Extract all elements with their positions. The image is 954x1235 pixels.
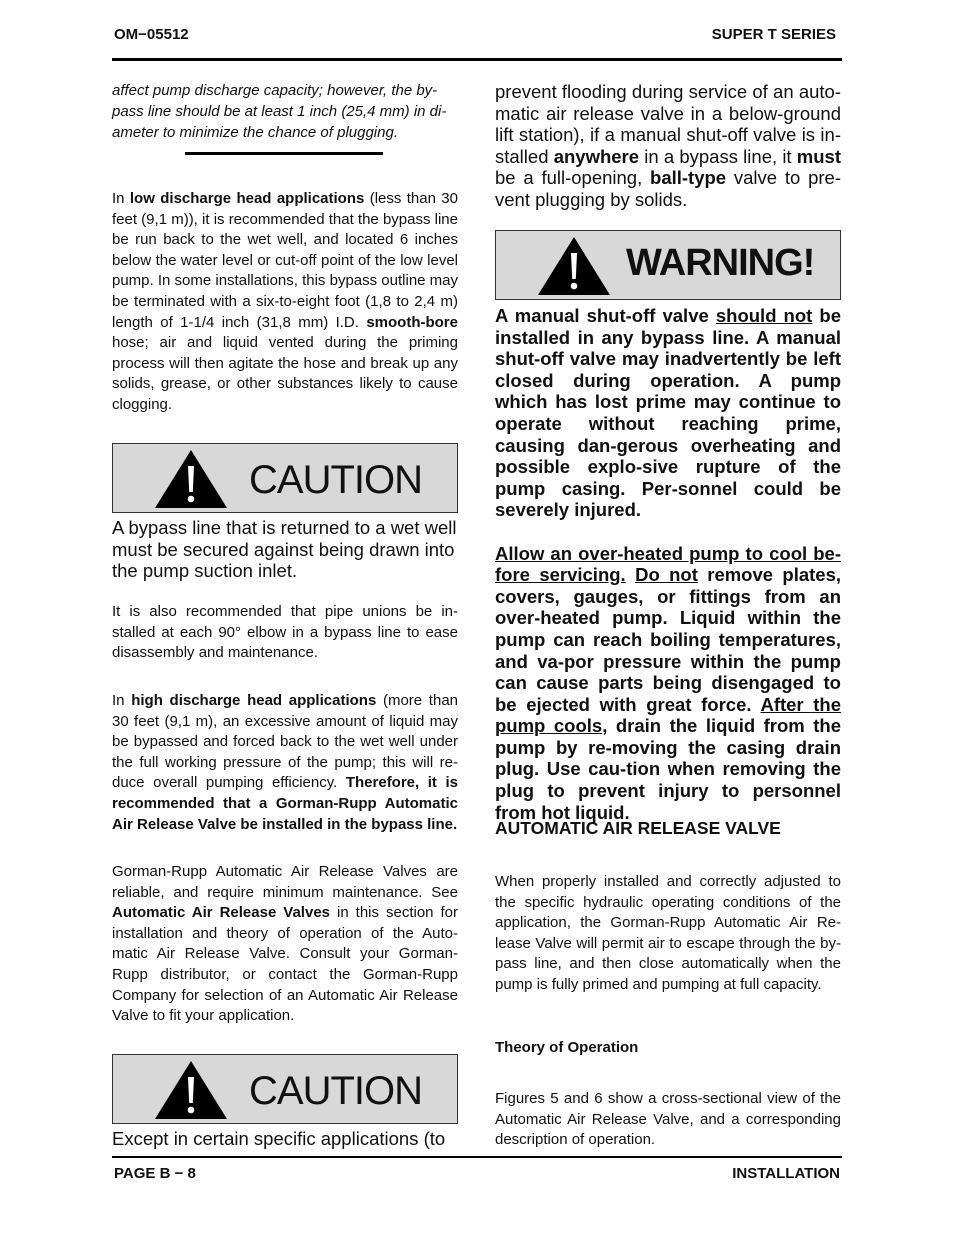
caution-text: Except in certain specific applications (to xyxy=(112,1128,446,1149)
low-head-paragraph: In low discharge head applications (less than 30 feet (9,1 m)), it is recommended that the bypass line be run back to the wet well, and located 6 inches below the water level or cut-off point of the low level pump. In some installations, this bypass outline may be terminated with a six-to-eight foot (1,8 to 2,4 m) length of 1-1/4 inch (31,8 mm) I.D. smooth-bore hose; air and liquid vented during the priming process will then agitate the hose and break up any solids, grease, or other substances likely to cause clogging. xyxy=(112,190,459,413)
caution-label: CAUTION xyxy=(249,458,422,502)
note-divider xyxy=(185,152,383,155)
footer-rule xyxy=(112,1156,842,1158)
air-release-paragraph: When properly installed and correctly adjusted to the specific hydraulic operating conditions of the application, the Gorman-Rupp Automatic Air Re-lease Valve will permit air to escape through the by-pass line, and then close automatically when the pump is fully primed and pumping at full capacity. xyxy=(495,873,841,993)
warning-box xyxy=(495,230,841,300)
subsection-title: Theory of Operation xyxy=(495,1039,639,1056)
doc-number: OM−05512 xyxy=(114,26,189,43)
valves-paragraph: Gorman-Rupp Automatic Air Release Valves are reliable, and require minimum maintenance. See Automatic Air Release Valves in this section for installation and theory of operation of the Auto-matic Air Release Valve. Consult your Gorman-Rupp distributor, or contact the Gorman-Rupp Company for selection of an Automatic Air Release Valve to fit your application. xyxy=(112,863,459,1025)
warning-triangle-icon xyxy=(536,235,612,297)
caution-box xyxy=(112,1054,458,1124)
warning-label: WARNING! xyxy=(626,242,815,284)
page-number: PAGE B − 8 xyxy=(114,1165,196,1182)
series-title: SUPER T SERIES xyxy=(711,26,836,43)
warning-triangle-icon xyxy=(153,1059,229,1121)
warning-triangle-icon xyxy=(153,448,229,510)
warning-text: A manual shut-off valve should not be installed in any bypass line. A manual shut-off valve may inadvertently be left closed during operation. A pump which has lost prime may continue to operate without reaching prime, causing dan-gerous overheating and possible explo-sive rupture of the pump casing. Per-sonnel could be severely injured. Allow an over-heated pump to cool be-fore servicing. Do not remove plates, covers, gauges, or fittings from an over-heated pump. Liquid within the pump can reach boiling temperatures, and va-por pressure within the pump can cause parts being disengaged to be ejected with great force. After the pump cools, drain the liquid from the pump by re-moving the casing drain plug. Use cau-tion when removing the plug to prevent injury to personnel from hot liquid. xyxy=(495,305,842,823)
caution-box xyxy=(112,443,458,513)
section-name: INSTALLATION xyxy=(732,1165,840,1182)
high-head-paragraph: In high discharge head applications (more than 30 feet (9,1 m), an excessive amount of liquid may be bypassed and forced back to the wet well under the full working pressure of the pump; this will re-duce overall pumping efficiency. Therefore, it is recommended that a Gorman-Rupp Automatic Air Release Valve be installed in the bypass line. xyxy=(112,692,459,833)
unions-paragraph: It is also recommended that pipe unions be in-stalled at each 90° elbow in a bypass line to ease disassembly and maintenance. xyxy=(112,603,458,662)
section-title: AUTOMATIC AIR RELEASE VALVE xyxy=(495,818,781,838)
figures-paragraph: Figures 5 and 6 show a cross-sectional view of the Automatic Air Release Valve, and a corresponding description of operation. xyxy=(495,1090,841,1149)
caution-text: A bypass line that is returned to a wet well must be secured against being drawn into the pump suction inlet. xyxy=(112,517,457,582)
caution-label: CAUTION xyxy=(249,1069,422,1113)
italic-note: affect pump discharge capacity; however, the by-pass line should be at least 1 inch (25,4 mm) in di-ameter to minimize the chance of plugging. xyxy=(112,82,447,141)
header-rule xyxy=(112,58,842,61)
shutoff-continued-paragraph: prevent flooding during service of an auto-matic air release valve in a below-ground lift station), if a manual shut-off valve is in-stalled anywhere in a bypass line, it must be a full-opening, ball-type valve to pre-vent plugging by solids. xyxy=(495,81,841,210)
